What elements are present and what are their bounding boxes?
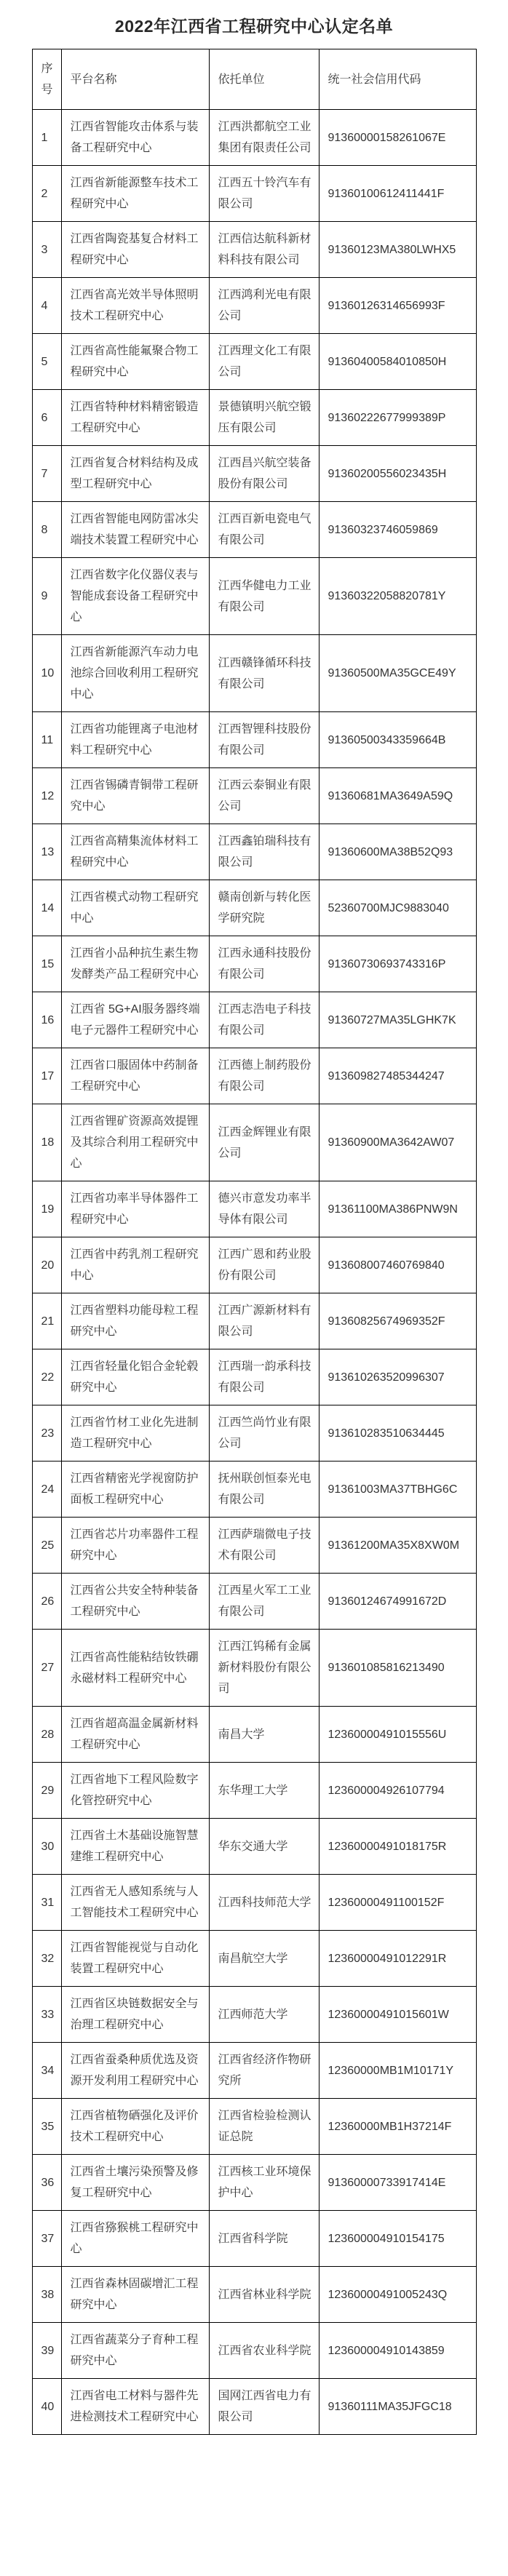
- table-row: [32, 2267, 476, 2323]
- cell-supporting-unit: 国网江西省电力有限公司: [209, 2379, 319, 2435]
- cell-platform-name: 江西省芯片功率器件工程研究中心: [61, 1518, 209, 1574]
- recognition-table: [32, 49, 477, 2435]
- cell-credit-code: 12360000491100152F: [319, 1875, 476, 1931]
- table-row: [32, 768, 476, 824]
- cell-platform-name: 江西省土木基础设施智慧建维工程研究中心: [61, 1819, 209, 1875]
- cell-supporting-unit: 东华理工大学: [209, 1763, 319, 1819]
- table-row: [32, 712, 476, 768]
- cell-platform-name: 江西省锡磷青铜带工程研究中心: [61, 768, 209, 824]
- cell-supporting-unit: 江西百新电瓷电气有限公司: [209, 502, 319, 558]
- cell-platform-name: 江西省中药乳剂工程研究中心: [61, 1237, 209, 1293]
- table-row: [32, 1104, 476, 1181]
- cell-platform-name: 江西省地下工程风险数字化管控研究中心: [61, 1763, 209, 1819]
- cell-credit-code: 91360000158261067E: [319, 110, 476, 166]
- cell-credit-code: 12360000MB1H37214F: [319, 2099, 476, 2155]
- cell-platform-name: 江西省精密光学视窗防护面板工程研究中心: [61, 1462, 209, 1518]
- table-row: [32, 824, 476, 880]
- table-row: [32, 334, 476, 390]
- table-row: [32, 1987, 476, 2043]
- cell-credit-code: 12360000MB1M10171Y: [319, 2043, 476, 2099]
- table-row: [32, 1763, 476, 1819]
- header-row: [32, 49, 476, 110]
- table-row: [32, 1048, 476, 1104]
- cell-no: 40: [32, 2379, 61, 2435]
- table-row: [32, 1819, 476, 1875]
- cell-credit-code: 123600004910154175: [319, 2211, 476, 2267]
- cell-credit-code: 12360000491005243Q: [319, 2267, 476, 2323]
- cell-platform-name: 江西省智能视觉与自动化装置工程研究中心: [61, 1931, 209, 1987]
- header-no: 序号: [32, 49, 61, 110]
- cell-no: 6: [32, 390, 61, 446]
- table-row: [32, 2211, 476, 2267]
- cell-no: 15: [32, 936, 61, 992]
- table-row: [32, 1931, 476, 1987]
- cell-credit-code: 91361200MA35X8XW0M: [319, 1518, 476, 1574]
- table-row: [32, 1630, 476, 1707]
- cell-platform-name: 江西省功能锂离子电池材料工程研究中心: [61, 712, 209, 768]
- cell-supporting-unit: 德兴市意发功率半导体有限公司: [209, 1181, 319, 1237]
- cell-no: 16: [32, 992, 61, 1048]
- cell-no: 37: [32, 2211, 61, 2267]
- cell-no: 21: [32, 1293, 61, 1349]
- table-row: [32, 558, 476, 635]
- table-row: [32, 936, 476, 992]
- cell-credit-code: 913601085816213490: [319, 1630, 476, 1707]
- cell-platform-name: 江西省公共安全特种装备工程研究中心: [61, 1574, 209, 1630]
- cell-no: 19: [32, 1181, 61, 1237]
- cell-no: 39: [32, 2323, 61, 2379]
- cell-no: 20: [32, 1237, 61, 1293]
- cell-credit-code: 91360200556023435H: [319, 446, 476, 502]
- table-row: [32, 446, 476, 502]
- cell-no: 18: [32, 1104, 61, 1181]
- cell-credit-code: 52360700MJC9883040: [319, 880, 476, 936]
- cell-platform-name: 江西省蔬菜分子育种工程研究中心: [61, 2323, 209, 2379]
- cell-credit-code: 91360124674991672D: [319, 1574, 476, 1630]
- cell-credit-code: 12360000491018175R: [319, 1819, 476, 1875]
- cell-platform-name: 江西省电工材料与器件先进检测技术工程研究中心: [61, 2379, 209, 2435]
- table-row: [32, 635, 476, 712]
- cell-no: 28: [32, 1707, 61, 1763]
- cell-supporting-unit: 江西鸿利光电有限公司: [209, 278, 319, 334]
- table-row: [32, 1405, 476, 1462]
- cell-no: 29: [32, 1763, 61, 1819]
- table-row: [32, 2155, 476, 2211]
- table-row: [32, 278, 476, 334]
- cell-supporting-unit: 南昌航空大学: [209, 1931, 319, 1987]
- cell-supporting-unit: 赣南创新与转化医学研究院: [209, 880, 319, 936]
- cell-supporting-unit: 江西省农业科学院: [209, 2323, 319, 2379]
- table-row: [32, 992, 476, 1048]
- table-row: [32, 1293, 476, 1349]
- cell-platform-name: 江西省新能源整车技术工程研究中心: [61, 166, 209, 222]
- cell-platform-name: 江西省特种材料精密锻造工程研究中心: [61, 390, 209, 446]
- cell-platform-name: 江西省高光效半导体照明技术工程研究中心: [61, 278, 209, 334]
- cell-supporting-unit: 江西昌兴航空装备股份有限公司: [209, 446, 319, 502]
- cell-supporting-unit: 江西核工业环境保护中心: [209, 2155, 319, 2211]
- cell-platform-name: 江西省口服固体中药制备工程研究中心: [61, 1048, 209, 1104]
- cell-credit-code: 913609827485344247: [319, 1048, 476, 1104]
- table-row: [32, 1181, 476, 1237]
- cell-supporting-unit: 华东交通大学: [209, 1819, 319, 1875]
- table-row: [32, 1518, 476, 1574]
- cell-supporting-unit: 江西赣锋循环科技有限公司: [209, 635, 319, 712]
- cell-supporting-unit: 抚州联创恒泰光电有限公司: [209, 1462, 319, 1518]
- cell-credit-code: 91361003MA37TBHG6C: [319, 1462, 476, 1518]
- cell-platform-name: 江西省竹材工业化先进制造工程研究中心: [61, 1405, 209, 1462]
- cell-no: 8: [32, 502, 61, 558]
- cell-credit-code: 91360730693743316P: [319, 936, 476, 992]
- cell-no: 17: [32, 1048, 61, 1104]
- cell-platform-name: 江西省区块链数据安全与治理工程研究中心: [61, 1987, 209, 2043]
- table-row: [32, 1707, 476, 1763]
- cell-no: 33: [32, 1987, 61, 2043]
- table-row: [32, 1875, 476, 1931]
- cell-no: 11: [32, 712, 61, 768]
- cell-supporting-unit: 江西鑫铂瑞科技有限公司: [209, 824, 319, 880]
- cell-no: 10: [32, 635, 61, 712]
- cell-platform-name: 江西省复合材料结构及成型工程研究中心: [61, 446, 209, 502]
- cell-no: 27: [32, 1630, 61, 1707]
- cell-no: 1: [32, 110, 61, 166]
- cell-supporting-unit: 江西竺尚竹业有限公司: [209, 1405, 319, 1462]
- cell-supporting-unit: 江西萨瑞微电子技术有限公司: [209, 1518, 319, 1574]
- cell-credit-code: 91360000733917414E: [319, 2155, 476, 2211]
- cell-no: 23: [32, 1405, 61, 1462]
- table-row: [32, 880, 476, 936]
- cell-platform-name: 江西省 5G+AI服务器终端电子元器件工程研究中心: [61, 992, 209, 1048]
- cell-credit-code: 91360322058820781Y: [319, 558, 476, 635]
- cell-platform-name: 江西省高性能粘结钕铁硼永磁材料工程研究中心: [61, 1630, 209, 1707]
- cell-credit-code: 91360123MA380LWHX5: [319, 222, 476, 278]
- cell-supporting-unit: 江西星火军工工业有限公司: [209, 1574, 319, 1630]
- table-row: [32, 222, 476, 278]
- cell-credit-code: 91360111MA35JFGC18: [319, 2379, 476, 2435]
- page-title: 2022年江西省工程研究中心认定名单: [114, 17, 394, 36]
- cell-credit-code: 91360681MA3649A59Q: [319, 768, 476, 824]
- cell-platform-name: 江西省猕猴桃工程研究中心: [61, 2211, 209, 2267]
- cell-supporting-unit: 江西科技师范大学: [209, 1875, 319, 1931]
- table-row: [32, 1574, 476, 1630]
- cell-supporting-unit: 江西五十铃汽车有限公司: [209, 166, 319, 222]
- header-credit-code: 统一社会信用代码: [319, 49, 476, 110]
- cell-platform-name: 江西省新能源汽车动力电池综合回收利用工程研究中心: [61, 635, 209, 712]
- cell-supporting-unit: 江西德上制药股份有限公司: [209, 1048, 319, 1104]
- cell-platform-name: 江西省智能攻击体系与装备工程研究中心: [61, 110, 209, 166]
- cell-supporting-unit: 江西师范大学: [209, 1987, 319, 2043]
- cell-credit-code: 91360825674969352F: [319, 1293, 476, 1349]
- cell-supporting-unit: 江西信达航科新材料科技有限公司: [209, 222, 319, 278]
- cell-platform-name: 江西省数字化仪器仪表与智能成套设备工程研究中心: [61, 558, 209, 635]
- cell-platform-name: 江西省植物硒强化及评价技术工程研究中心: [61, 2099, 209, 2155]
- cell-credit-code: 123600004926107794: [319, 1763, 476, 1819]
- cell-no: 24: [32, 1462, 61, 1518]
- cell-platform-name: 江西省塑料功能母粒工程研究中心: [61, 1293, 209, 1349]
- cell-platform-name: 江西省高精集流体材料工程研究中心: [61, 824, 209, 880]
- cell-no: 35: [32, 2099, 61, 2155]
- cell-credit-code: 91360126314656993F: [319, 278, 476, 334]
- cell-no: 25: [32, 1518, 61, 1574]
- cell-supporting-unit: 江西省科学院: [209, 2211, 319, 2267]
- cell-credit-code: 12360000491015556U: [319, 1707, 476, 1763]
- cell-credit-code: 91360500343359664B: [319, 712, 476, 768]
- cell-platform-name: 江西省森林固碳增汇工程研究中心: [61, 2267, 209, 2323]
- table-row: [32, 2099, 476, 2155]
- cell-no: 30: [32, 1819, 61, 1875]
- table-row: [32, 110, 476, 166]
- cell-supporting-unit: 景德镇明兴航空锻压有限公司: [209, 390, 319, 446]
- cell-platform-name: 江西省陶瓷基复合材料工程研究中心: [61, 222, 209, 278]
- cell-no: 13: [32, 824, 61, 880]
- table-row: [32, 166, 476, 222]
- header-platform-name: 平台名称: [61, 49, 209, 110]
- cell-no: 12: [32, 768, 61, 824]
- cell-platform-name: 江西省超高温金属新材料工程研究中心: [61, 1707, 209, 1763]
- cell-supporting-unit: 江西省检验检测认证总院: [209, 2099, 319, 2155]
- cell-no: 34: [32, 2043, 61, 2099]
- cell-supporting-unit: 江西永通科技股份有限公司: [209, 936, 319, 992]
- table-row: [32, 2379, 476, 2435]
- cell-credit-code: 91360900MA3642AW07: [319, 1104, 476, 1181]
- cell-credit-code: 91360727MA35LGHK7K: [319, 992, 476, 1048]
- table-row: [32, 1237, 476, 1293]
- cell-credit-code: 91360222677999389P: [319, 390, 476, 446]
- cell-platform-name: 江西省模式动物工程研究中心: [61, 880, 209, 936]
- cell-credit-code: 91361100MA386PNW9N: [319, 1181, 476, 1237]
- table-row: [32, 502, 476, 558]
- cell-supporting-unit: 南昌大学: [209, 1707, 319, 1763]
- cell-supporting-unit: 江西志浩电子科技有限公司: [209, 992, 319, 1048]
- cell-supporting-unit: 江西华健电力工业有限公司: [209, 558, 319, 635]
- cell-no: 32: [32, 1931, 61, 1987]
- cell-credit-code: 913610263520996307: [319, 1349, 476, 1405]
- cell-supporting-unit: 江西智锂科技股份有限公司: [209, 712, 319, 768]
- cell-no: 31: [32, 1875, 61, 1931]
- cell-platform-name: 江西省高性能氟聚合物工程研究中心: [61, 334, 209, 390]
- table-row: [32, 2043, 476, 2099]
- cell-supporting-unit: 江西省林业科学院: [209, 2267, 319, 2323]
- cell-platform-name: 江西省锂矿资源高效提锂及其综合利用工程研究中心: [61, 1104, 209, 1181]
- header-supporting-unit: 依托单位: [209, 49, 319, 110]
- cell-platform-name: 江西省小品种抗生素生物发酵类产品工程研究中心: [61, 936, 209, 992]
- cell-supporting-unit: 江西省经济作物研究所: [209, 2043, 319, 2099]
- cell-credit-code: 913610283510634445: [319, 1405, 476, 1462]
- cell-supporting-unit: 江西广源新材料有限公司: [209, 1293, 319, 1349]
- table-row: [32, 2323, 476, 2379]
- cell-credit-code: 91360100612411441F: [319, 166, 476, 222]
- cell-credit-code: 123600004910143859: [319, 2323, 476, 2379]
- cell-supporting-unit: 江西瑞一韵承科技有限公司: [209, 1349, 319, 1405]
- cell-supporting-unit: 江西江钨稀有金属新材料股份有限公司: [209, 1630, 319, 1707]
- cell-platform-name: 江西省轻量化铝合金轮毂研究中心: [61, 1349, 209, 1405]
- cell-platform-name: 江西省蚕桑种质优选及资源开发利用工程研究中心: [61, 2043, 209, 2099]
- cell-no: 14: [32, 880, 61, 936]
- cell-credit-code: 913608007460769840: [319, 1237, 476, 1293]
- cell-platform-name: 江西省功率半导体器件工程研究中心: [61, 1181, 209, 1237]
- cell-no: 36: [32, 2155, 61, 2211]
- cell-credit-code: 91360600MA38B52Q93: [319, 824, 476, 880]
- cell-no: 2: [32, 166, 61, 222]
- cell-credit-code: 91360500MA35GCE49Y: [319, 635, 476, 712]
- cell-no: 26: [32, 1574, 61, 1630]
- cell-supporting-unit: 江西金辉锂业有限公司: [209, 1104, 319, 1181]
- cell-no: 9: [32, 558, 61, 635]
- cell-no: 7: [32, 446, 61, 502]
- table-row: [32, 390, 476, 446]
- cell-supporting-unit: 江西理文化工有限公司: [209, 334, 319, 390]
- table-row: [32, 1462, 476, 1518]
- cell-no: 3: [32, 222, 61, 278]
- cell-credit-code: 91360400584010850H: [319, 334, 476, 390]
- cell-no: 22: [32, 1349, 61, 1405]
- cell-credit-code: 12360000491012291R: [319, 1931, 476, 1987]
- cell-no: 4: [32, 278, 61, 334]
- cell-platform-name: 江西省智能电网防雷冰尖端技术装置工程研究中心: [61, 502, 209, 558]
- cell-no: 5: [32, 334, 61, 390]
- table-row: [32, 1349, 476, 1405]
- cell-credit-code: 91360323746059869: [319, 502, 476, 558]
- cell-platform-name: 江西省土壤污染预警及修复工程研究中心: [61, 2155, 209, 2211]
- cell-credit-code: 12360000491015601W: [319, 1987, 476, 2043]
- cell-supporting-unit: 江西洪都航空工业集团有限责任公司: [209, 110, 319, 166]
- cell-supporting-unit: 江西广恩和药业股份有限公司: [209, 1237, 319, 1293]
- cell-platform-name: 江西省无人感知系统与人工智能技术工程研究中心: [61, 1875, 209, 1931]
- cell-no: 38: [32, 2267, 61, 2323]
- cell-supporting-unit: 江西云泰铜业有限公司: [209, 768, 319, 824]
